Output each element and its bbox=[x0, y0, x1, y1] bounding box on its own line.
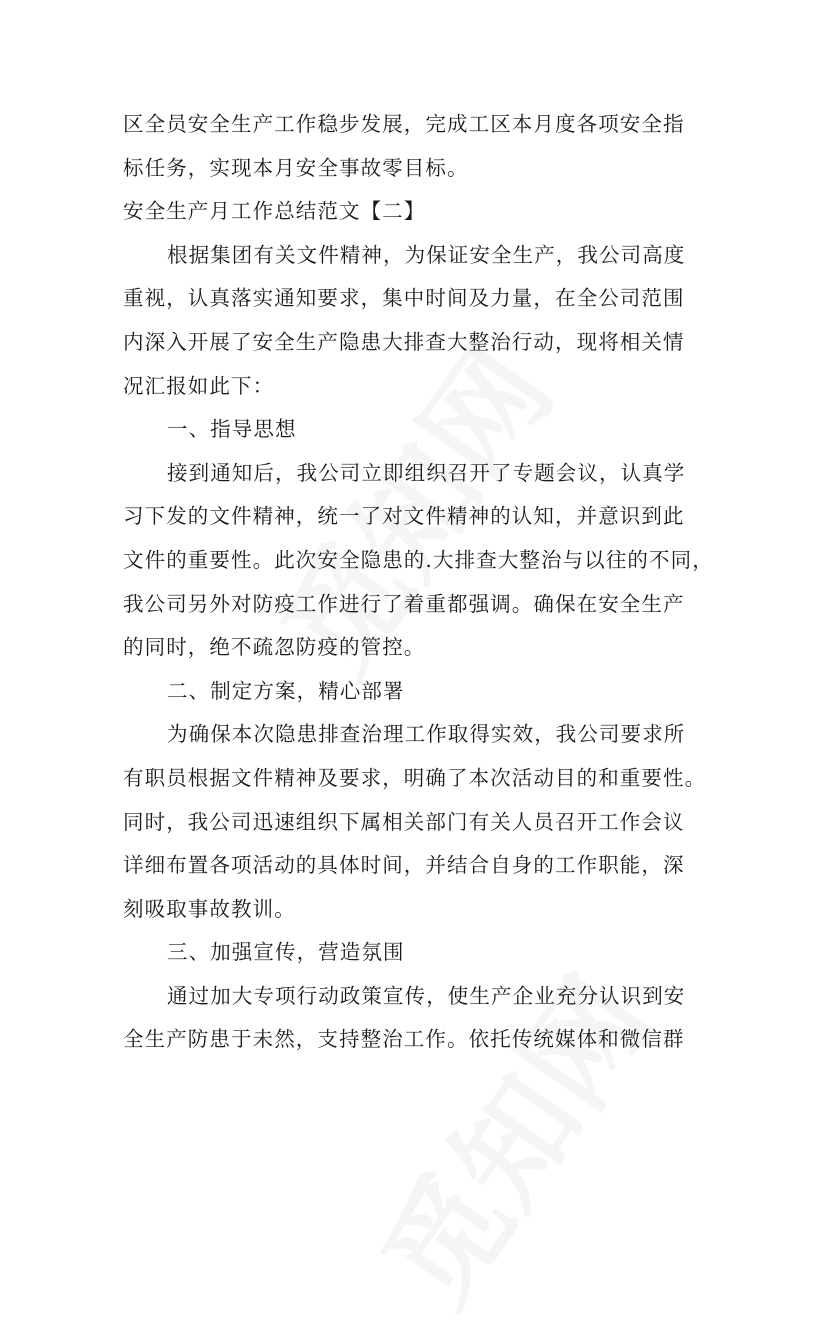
text-line: 三、加强宣传，营造氛围 bbox=[167, 940, 405, 965]
text-line: 标任务，实现本月安全事故零目标。 bbox=[123, 155, 469, 180]
text-line: 内深入开展了安全生产隐患大排查大整治行动，现将相关情 bbox=[123, 329, 685, 354]
text-line: 根据集团有关文件精神，为保证安全生产，我公司高度 bbox=[167, 242, 686, 267]
text-line: 区全员安全生产工作稳步发展，完成工区本月度各项安全指 bbox=[123, 112, 685, 136]
section-title: 安全生产月工作总结范文【二】 bbox=[123, 199, 426, 224]
text-line: 一、指导思想 bbox=[167, 417, 297, 442]
text-line: 刻吸取事故教训。 bbox=[123, 896, 296, 921]
text-line: 文件的重要性。此次安全隐患的.大排查大整治与以往的不同， bbox=[123, 547, 714, 572]
text-line: 我公司另外对防疫工作进行了着重都强调。确保在安全生产 bbox=[123, 591, 685, 616]
text-line: 通过加大专项行动政策宣传，使生产企业充分认识到安 bbox=[167, 983, 686, 1008]
text-line: 二、制定方案，精心部署 bbox=[167, 678, 405, 703]
text-line: 习下发的文件精神，统一了对文件精神的认知，并意识到此 bbox=[123, 504, 685, 529]
text-line: 全生产防患于未然，支持整治工作。依托传统媒体和微信群 bbox=[123, 1027, 685, 1052]
text-line: 的同时，绝不疏忽防疫的管控。 bbox=[123, 635, 426, 660]
text-line: 有职员根据文件精神及要求，明确了本次活动目的和重要性。 bbox=[123, 765, 707, 790]
text-line: 为确保本次隐患排查治理工作取得实效，我公司要求所 bbox=[167, 722, 686, 747]
document-body bbox=[123, 103, 723, 1062]
text-line: 接到通知后，我公司立即组织召开了专题会议，认真学 bbox=[167, 460, 686, 485]
text-line: 况汇报如此下： bbox=[123, 373, 275, 398]
text-line: 同时，我公司迅速组织下属相关部门有关人员召开工作会议 bbox=[123, 809, 685, 834]
text-line: 重视，认真落实通知要求，集中时间及力量，在全公司范围 bbox=[123, 286, 685, 311]
text-line: 详细布置各项活动的具体时间，并结合自身的工作职能，深 bbox=[123, 853, 685, 878]
